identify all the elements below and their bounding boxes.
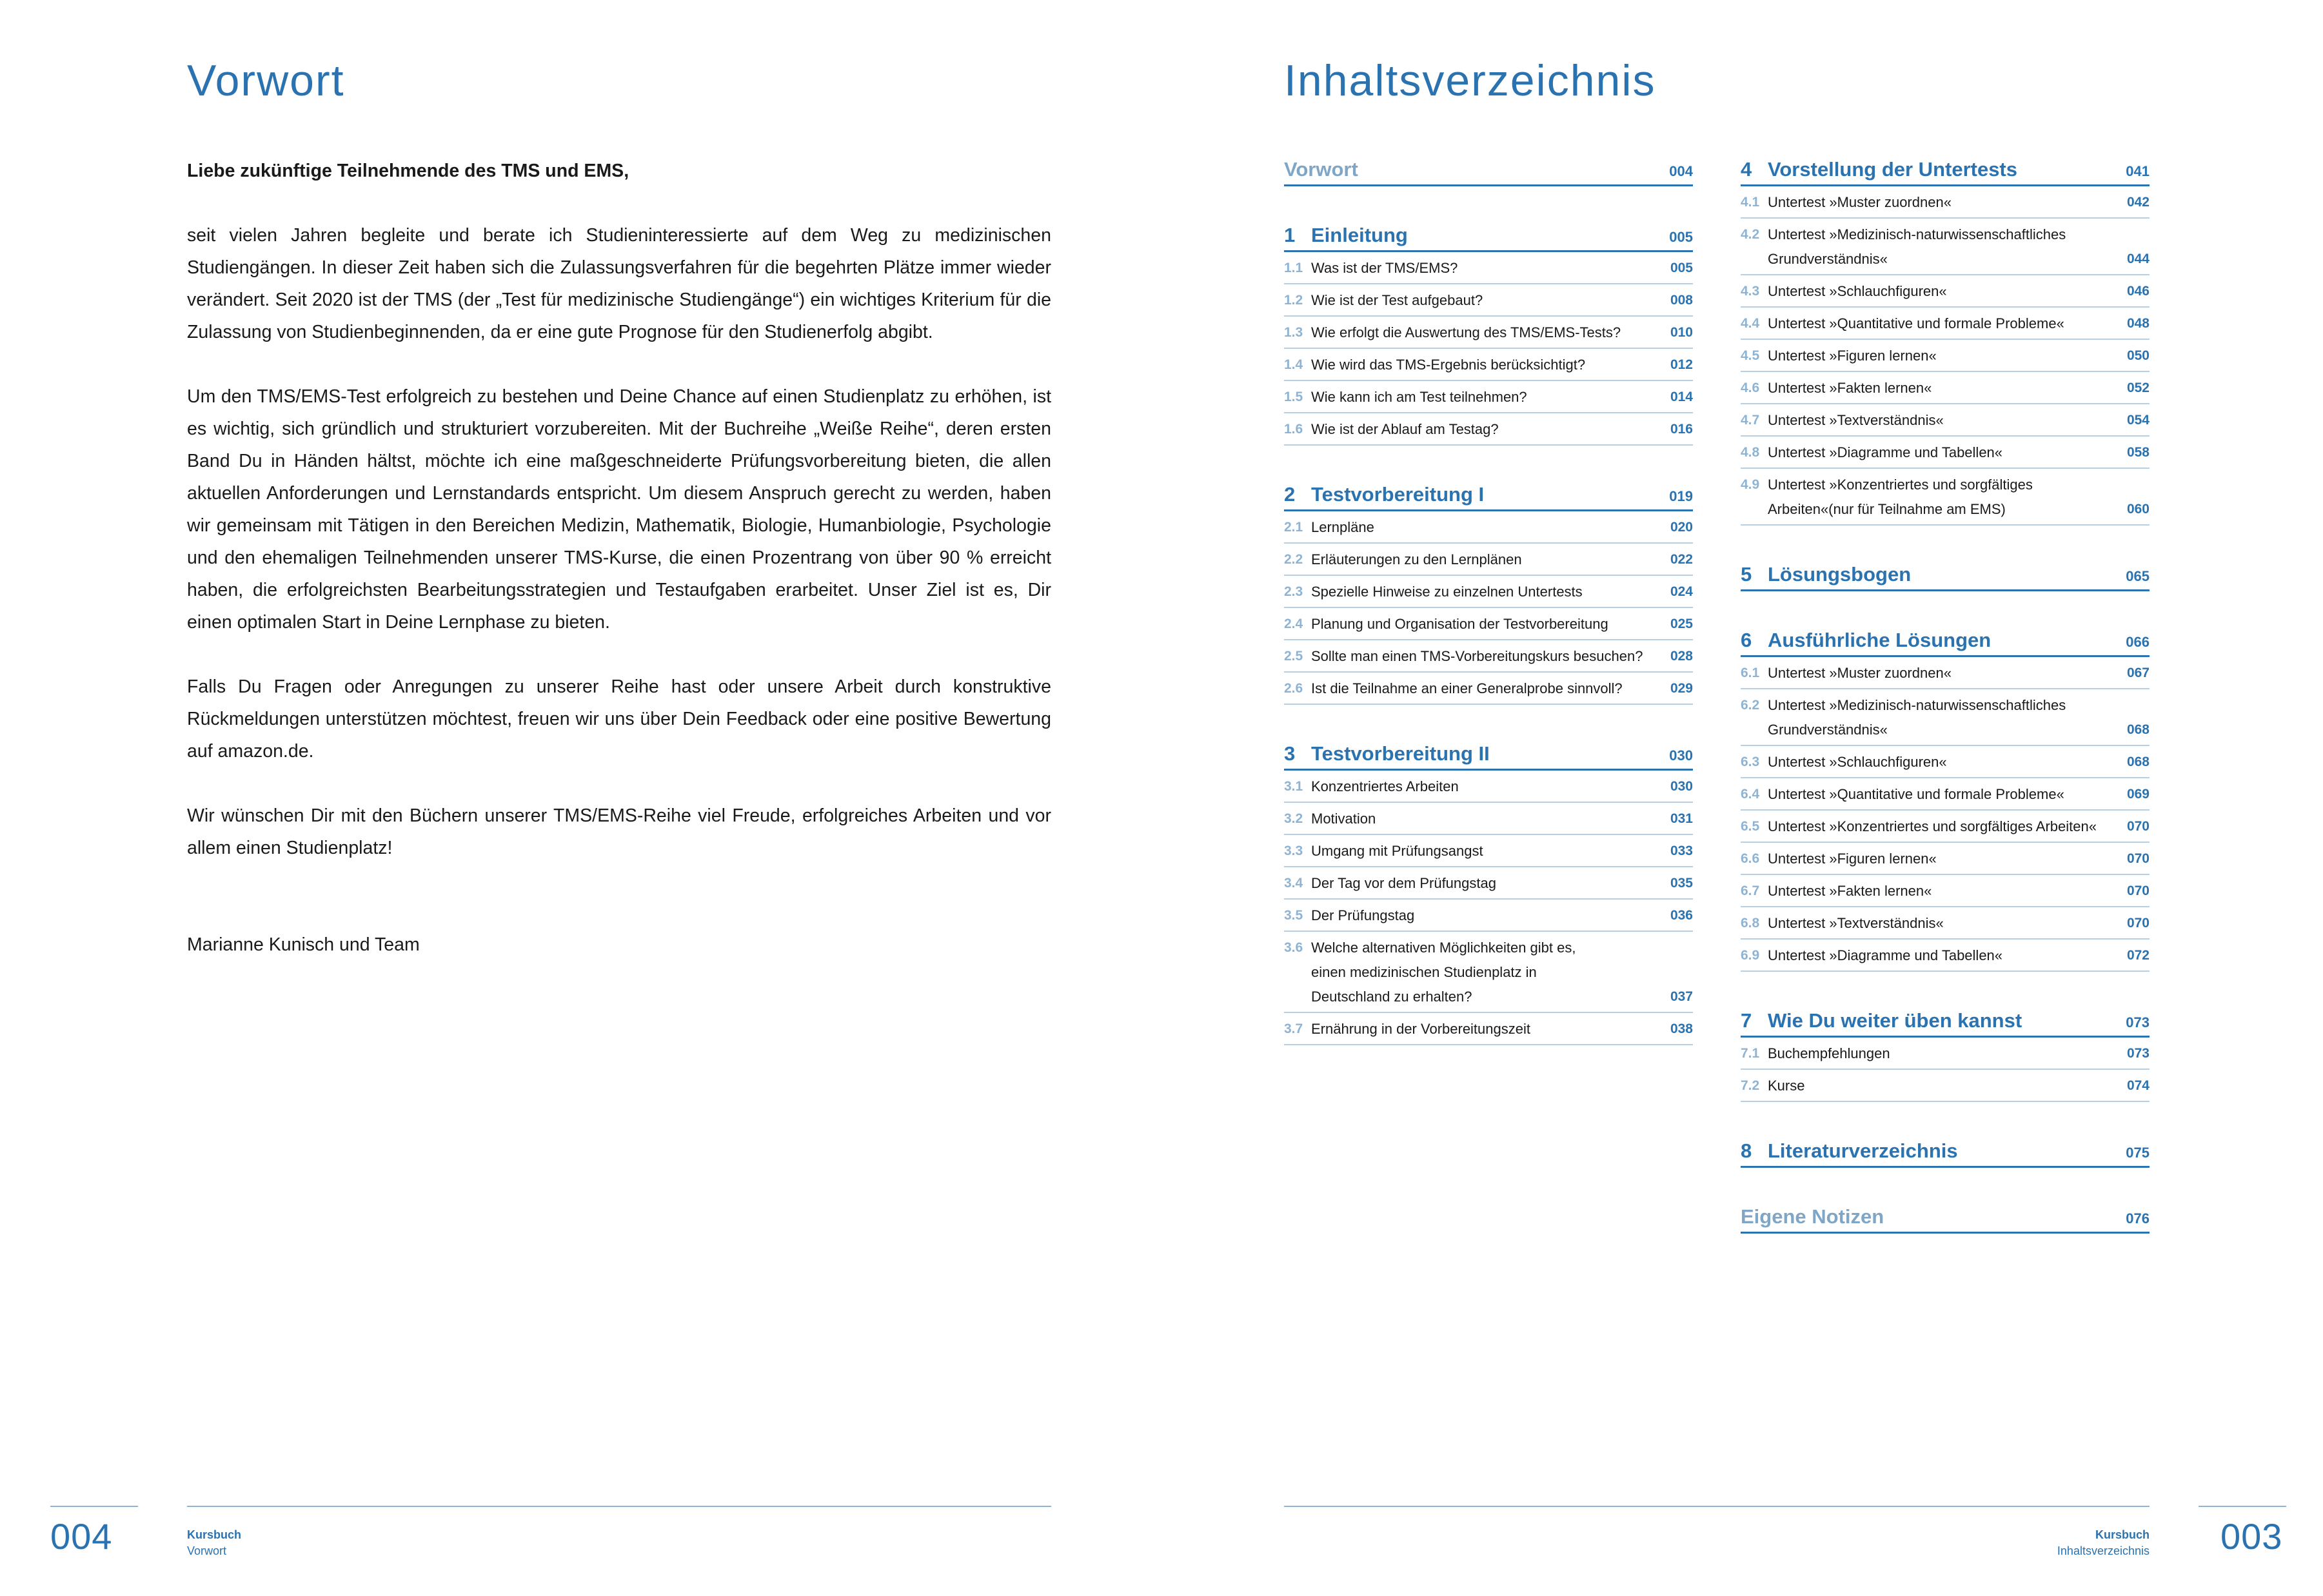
toc-entry-page: 042 — [2126, 195, 2150, 210]
toc-entry-number: 4.8 — [1741, 445, 1760, 460]
toc-section — [1741, 1009, 2150, 1102]
toc-section-heading[interactable] — [1284, 224, 1693, 252]
toc-entry-page: 020 — [1670, 520, 1693, 535]
toc-entry[interactable] — [1284, 576, 1693, 608]
toc-entry-page: 010 — [1670, 325, 1693, 340]
toc-entry-title: Untertest »Medizinisch-naturwissenschaftliches Grundverständnis« — [1768, 697, 2066, 738]
toc-entry-number: 3.7 — [1284, 1021, 1303, 1036]
toc-section-page: 075 — [2126, 1145, 2150, 1161]
toc-entry-number: 1.1 — [1284, 261, 1303, 275]
footer-rule-folio — [50, 1506, 138, 1507]
toc-entry-page: 046 — [2126, 284, 2150, 299]
toc-entry-number: 6.6 — [1741, 851, 1760, 866]
toc-entry-page: 044 — [2126, 251, 2150, 266]
toc-entry-title: Untertest »Fakten lernen« — [1768, 883, 1932, 899]
toc-section-heading[interactable] — [1284, 742, 1693, 771]
toc-entry-number: 2.4 — [1284, 616, 1303, 631]
toc-entry[interactable] — [1741, 219, 2150, 275]
toc-entry-number: 2.3 — [1284, 584, 1303, 599]
toc-entry-page: 052 — [2126, 380, 2150, 395]
toc-entry-number: 3.4 — [1284, 876, 1303, 891]
toc-entry-page: 068 — [2126, 722, 2150, 737]
toc-entry-number: 6.4 — [1741, 787, 1760, 802]
toc-entry-page: 067 — [2126, 665, 2150, 680]
toc-entry-number: 3.3 — [1284, 843, 1303, 858]
toc-entry-page: 030 — [1670, 779, 1693, 794]
toc-entry[interactable] — [1284, 900, 1693, 932]
toc-entry-title: Planung und Organisation der Testvorbereitung — [1311, 616, 1608, 632]
toc-entry[interactable] — [1741, 843, 2150, 875]
toc-section-page: 030 — [1669, 747, 1693, 764]
toc-entry-number: 3.1 — [1284, 779, 1303, 794]
toc-entry-title: Untertest »Quantitative und formale Probleme« — [1768, 315, 2064, 331]
toc-section-title: Ausführliche Lösungen — [1768, 629, 1992, 651]
toc-entry-title: Welche alternativen Möglichkeiten gibt es, einen medizinischen Studienplatz in Deutschland zu erhalten? — [1311, 940, 1576, 1005]
toc-entry[interactable] — [1284, 252, 1693, 284]
toc-entry-number: 1.5 — [1284, 389, 1303, 404]
toc-entry-number: 4.5 — [1741, 348, 1760, 363]
toc-entry-title: Der Tag vor dem Prüfungstag — [1311, 875, 1496, 891]
toc-section-heading[interactable] — [1284, 483, 1693, 511]
toc-entry-title: Untertest »Konzentriertes und sorgfältiges Arbeiten« — [1768, 818, 2097, 834]
toc-entry[interactable] — [1284, 284, 1693, 317]
toc-entry-page: 031 — [1670, 811, 1693, 826]
toc-entry-title: Untertest »Konzentriertes und sorgfältiges Arbeiten«(nur für Teilnahme am EMS) — [1768, 477, 2033, 517]
toc-entry-title: Umgang mit Prüfungsangst — [1311, 843, 1483, 859]
toc-entry-number: 2.5 — [1284, 649, 1303, 664]
signature: Marianne Kunisch und Team — [187, 934, 420, 955]
toc-section-page: 073 — [2126, 1014, 2150, 1030]
toc-entry[interactable] — [1284, 317, 1693, 349]
toc-entry-number: 6.2 — [1741, 698, 1760, 713]
toc-entry-number: 3.2 — [1284, 811, 1303, 826]
toc-section-page: 004 — [1669, 163, 1693, 179]
toc-entry-number: 7.2 — [1741, 1078, 1760, 1093]
toc-entry-page: 008 — [1670, 293, 1693, 308]
toc-entry-page: 070 — [2126, 916, 2150, 931]
toc-entry-title: Untertest »Textverständnis« — [1768, 915, 1944, 931]
toc-entry[interactable] — [1284, 803, 1693, 835]
toc-entry-page: 012 — [1670, 357, 1693, 372]
toc-column-right — [1741, 158, 2150, 1234]
toc-entry[interactable] — [1284, 544, 1693, 576]
toc-section-heading[interactable] — [1284, 158, 1693, 186]
toc-entry-title: Konzentriertes Arbeiten — [1311, 778, 1459, 794]
toc-entry-page: 038 — [1670, 1021, 1693, 1036]
paragraph-1: seit vielen Jahren begleite und berate ich Studieninteressierte auf dem Weg zu medizinischen Studiengängen. In dieser Zeit haben sich die Zulassungsverfahren für die begehrten Plätze immer wieder verändert. Seit 2020 ist der TMS (der „Test für medizinische Studiengänge“) ein wichtiges Kriterium für die Zulassung von Studienbeginnenden, da er eine gute Prognose für den Studienerfolg abgibt. — [187, 225, 1051, 342]
page-number: 003 — [2220, 1516, 2283, 1557]
toc-entry-page: 036 — [1670, 908, 1693, 923]
toc-entry[interactable] — [1741, 746, 2150, 778]
paragraph-2: Um den TMS/EMS-Test erfolgreich zu bestehen und Deine Chance auf einen Studienplatz zu erhöhen, ist es wichtig, sich gründlich und strukturiert vorzubereiten. Mit der Buchreihe „Weiße Reihe“, deren ersten Band Du in Händen hältst, möchte ich eine maßgeschneiderte Prüfungsvorbereitung bieten, die allen aktuellen Anforderungen und Lernstandards entspricht. Um diesem Anspruch gerecht zu werden, haben wir gemeinsam mit Tätigen in den Bereichen Medizin, Mathematik, Biologie, Humanbiologie, Psychologie und den ehemaligen Teilnehmenden unserer TMS-Kurse, die einen Prozentrang von über 90 % erreicht haben, die erfolgreichsten Bearbeitungsstrategien und Testaufgaben erarbeitet. Unser Ziel ist es, Dir einen optimalen Start in Deine Lernphase zu bieten. — [187, 386, 1051, 633]
toc-entry[interactable] — [1741, 689, 2150, 746]
toc-section-heading[interactable] — [1741, 1139, 2150, 1168]
toc-entry[interactable] — [1741, 275, 2150, 308]
toc-section-heading[interactable] — [1741, 1205, 2150, 1234]
toc-entry[interactable] — [1284, 640, 1693, 673]
toc-section-page: 076 — [2126, 1210, 2150, 1227]
toc-entry[interactable] — [1741, 1038, 2150, 1070]
footer-chapter: Vorwort — [187, 1544, 227, 1557]
toc-entry[interactable] — [1284, 511, 1693, 544]
toc-entry-page: 035 — [1670, 876, 1693, 891]
toc-entry-page: 072 — [2126, 948, 2150, 963]
toc-entry-title: Wie kann ich am Test teilnehmen? — [1311, 389, 1527, 405]
toc-entry-title: Sollte man einen TMS-Vorbereitungskurs besuchen? — [1311, 648, 1643, 664]
footer-rule-folio — [2199, 1506, 2286, 1507]
toc-entry-title: Erläuterungen zu den Lernplänen — [1311, 551, 1522, 567]
footer-book: Kursbuch — [2095, 1528, 2150, 1541]
toc-entry-number: 2.1 — [1284, 520, 1303, 535]
toc-entry-page: 054 — [2126, 413, 2150, 428]
page-number: 004 — [50, 1516, 113, 1557]
toc-entry[interactable] — [1741, 469, 2150, 526]
toc-section-heading[interactable] — [1741, 158, 2150, 186]
toc-section-number: 6 — [1741, 629, 1752, 651]
toc-section-title: Wie Du weiter üben kannst — [1768, 1009, 2022, 1032]
toc-entry[interactable] — [1741, 657, 2150, 689]
toc-entry-title: Untertest »Fakten lernen« — [1768, 380, 1932, 396]
toc-entry-number: 6.5 — [1741, 819, 1760, 834]
toc-entry-page: 074 — [2126, 1078, 2150, 1093]
toc-entry-number: 3.6 — [1284, 940, 1303, 955]
toc-entry-number: 4.1 — [1741, 195, 1760, 210]
toc-entry[interactable] — [1284, 413, 1693, 446]
toc-section — [1741, 1205, 2150, 1234]
toc-entry[interactable] — [1741, 778, 2150, 811]
toc-entry-title: Wie ist der Test aufgebaut? — [1311, 292, 1483, 308]
toc-entry-number: 6.8 — [1741, 916, 1760, 931]
toc-entry-number: 7.1 — [1741, 1046, 1760, 1061]
toc-entry-title: Motivation — [1311, 811, 1376, 827]
toc-entry-title: Untertest »Textverständnis« — [1768, 412, 1944, 428]
toc-entry-number: 4.3 — [1741, 284, 1760, 299]
toc-entry-page: 005 — [1670, 261, 1693, 275]
toc-entry-title: Untertest »Figuren lernen« — [1768, 851, 1937, 867]
toc-entry-page: 037 — [1670, 989, 1693, 1004]
toc-entry[interactable] — [1741, 811, 2150, 843]
toc-entry-title: Buchempfehlungen — [1768, 1045, 1890, 1061]
toc-entry-title: Wie erfolgt die Auswertung des TMS/EMS-Tests? — [1311, 324, 1621, 340]
toc-section-heading[interactable] — [1741, 563, 2150, 591]
toc-section-number: 2 — [1284, 483, 1296, 506]
toc-section-heading[interactable] — [1741, 1009, 2150, 1038]
toc-entry-number: 4.6 — [1741, 380, 1760, 395]
toc-entry[interactable] — [1741, 875, 2150, 907]
page-right — [1162, 0, 2323, 1596]
toc-section-heading[interactable] — [1741, 629, 2150, 657]
toc-entry-number: 6.7 — [1741, 883, 1760, 898]
toc-entry-number: 4.4 — [1741, 316, 1760, 331]
toc-section — [1741, 1139, 2150, 1168]
toc-section-page: 005 — [1669, 229, 1693, 245]
toc-entry-page: 014 — [1670, 389, 1693, 404]
footer-running-head — [187, 1527, 241, 1559]
toc-entry-title: Kurse — [1768, 1078, 1805, 1094]
toc-entry-page: 024 — [1670, 584, 1693, 599]
toc-entry[interactable] — [1284, 771, 1693, 803]
paragraph-3: Falls Du Fragen oder Anregungen zu unserer Reihe hast oder unsere Arbeit durch konstruktive Rückmeldungen unterstützen möchtest, freuen wir uns über Dein Feedback oder eine positive Bewertung auf amazon.de. — [187, 676, 1051, 762]
toc-entry[interactable] — [1284, 835, 1693, 867]
toc-entry-page: 048 — [2126, 316, 2150, 331]
vorwort-body — [187, 155, 1051, 993]
toc-section-page: 019 — [1669, 488, 1693, 504]
toc-section-title: Lösungsbogen — [1768, 563, 1912, 586]
toc-entry-number: 4.7 — [1741, 413, 1760, 428]
toc-entry[interactable] — [1741, 940, 2150, 972]
toc-entry-number: 3.5 — [1284, 908, 1303, 923]
toc-entry-page: 033 — [1670, 843, 1693, 858]
toc-entry[interactable] — [1741, 372, 2150, 404]
toc-entry-page: 060 — [2126, 502, 2150, 517]
toc-entry[interactable] — [1284, 349, 1693, 381]
footer-rule — [187, 1506, 1051, 1507]
toc-section-number: 3 — [1284, 742, 1296, 765]
toc-section — [1741, 563, 2150, 591]
toc-entry-number: 1.4 — [1284, 357, 1303, 372]
toc-section — [1284, 483, 1693, 705]
toc-section-title: Einleitung — [1311, 224, 1408, 246]
toc-entry[interactable] — [1284, 932, 1693, 1013]
toc-entry-title: Untertest »Quantitative und formale Probleme« — [1768, 786, 2064, 802]
toc-entry-page: 069 — [2126, 787, 2150, 802]
toc-entry-number: 4.2 — [1741, 227, 1760, 242]
toc-entry-page: 022 — [1670, 552, 1693, 567]
toc-entry-title: Lernpläne — [1311, 519, 1374, 535]
toc-entry-page: 016 — [1670, 422, 1693, 437]
toc-entry-title: Untertest »Muster zuordnen« — [1768, 665, 1952, 681]
toc-entry-title: Wie ist der Ablauf am Testag? — [1311, 421, 1499, 437]
toc-entry-title: Ist die Teilnahme an einer Generalprobe sinnvoll? — [1311, 680, 1623, 696]
page-title-vorwort: Vorwort — [187, 56, 345, 105]
toc-entry-title: Untertest »Diagramme und Tabellen« — [1768, 947, 2003, 963]
toc-entry-number: 2.6 — [1284, 681, 1303, 696]
toc-entry[interactable] — [1284, 1013, 1693, 1045]
toc-entry-page: 028 — [1670, 649, 1693, 664]
toc-entry-title: Untertest »Diagramme und Tabellen« — [1768, 444, 2003, 460]
toc-entry[interactable] — [1284, 381, 1693, 413]
toc-section-number: 4 — [1741, 158, 1752, 181]
toc-entry-title: Untertest »Schlauchfiguren« — [1768, 754, 1947, 770]
toc-section-number: 1 — [1284, 224, 1296, 246]
footer-running-head — [2021, 1527, 2150, 1559]
toc-section-page: 066 — [2126, 634, 2150, 650]
toc-entry[interactable] — [1741, 186, 2150, 219]
toc-section — [1284, 224, 1693, 446]
toc-entry-page: 058 — [2126, 445, 2150, 460]
toc-entry-number: 6.9 — [1741, 948, 1760, 963]
toc-section-page: 041 — [2126, 163, 2150, 179]
toc-entry-number: 2.2 — [1284, 552, 1303, 567]
toc-entry-title: Was ist der TMS/EMS? — [1311, 260, 1458, 276]
toc-section — [1284, 742, 1693, 1045]
footer-book: Kursbuch — [187, 1528, 242, 1541]
toc-section — [1284, 158, 1693, 186]
toc-section-title: Vorwort — [1284, 158, 1358, 181]
toc-entry-page: 070 — [2126, 819, 2150, 834]
toc-entry-title: Untertest »Muster zuordnen« — [1768, 194, 1952, 210]
toc-entry-page: 050 — [2126, 348, 2150, 363]
toc-entry-number: 6.1 — [1741, 665, 1760, 680]
toc-entry-page: 025 — [1670, 616, 1693, 631]
toc-entry-number: 1.3 — [1284, 325, 1303, 340]
toc-entry-title: Spezielle Hinweise zu einzelnen Untertests — [1311, 584, 1583, 600]
toc-entry-page: 070 — [2126, 883, 2150, 898]
toc-entry-number: 1.6 — [1284, 422, 1303, 437]
toc-entry[interactable] — [1284, 867, 1693, 900]
toc-section-title: Literaturverzeichnis — [1768, 1139, 1958, 1162]
toc-entry-title: Untertest »Medizinisch-naturwissenschaftliches Grundverständnis« — [1768, 226, 2066, 267]
toc-section-page: 065 — [2126, 568, 2150, 584]
toc-section-number: 8 — [1741, 1139, 1752, 1162]
toc-entry-number: 6.3 — [1741, 754, 1760, 769]
toc-entry-title: Untertest »Schlauchfiguren« — [1768, 283, 1947, 299]
toc-entry-title: Ernährung in der Vorbereitungszeit — [1311, 1021, 1530, 1037]
toc-entry[interactable] — [1284, 673, 1693, 705]
greeting: Liebe zukünftige Teilnehmende des TMS und EMS, — [187, 161, 629, 181]
toc-section-title: Vorstellung der Untertests — [1768, 158, 2018, 181]
footer-rule — [1284, 1506, 2150, 1507]
toc-section-number: 5 — [1741, 563, 1752, 586]
toc-column-left — [1284, 158, 1693, 1045]
toc-entry-page: 029 — [1670, 681, 1693, 696]
page-title-toc: Inhaltsverzeichnis — [1284, 56, 1656, 105]
paragraph-4: Wir wünschen Dir mit den Büchern unserer TMS/EMS-Reihe viel Freude, erfolgreiches Arbeiten und vor allem einen Studienplatz! — [187, 805, 1051, 858]
toc-section-title: Testvorbereitung II — [1311, 742, 1490, 765]
footer-chapter: Inhaltsverzeichnis — [2057, 1544, 2150, 1557]
toc-entry-title: Wie wird das TMS-Ergebnis berücksichtigt? — [1311, 357, 1586, 373]
toc-section-title: Eigene Notizen — [1741, 1205, 1884, 1228]
toc-entry-page: 068 — [2126, 754, 2150, 769]
toc-entry-number: 1.2 — [1284, 293, 1303, 308]
toc-section — [1741, 158, 2150, 526]
toc-section — [1741, 629, 2150, 972]
toc-entry-title: Der Prüfungstag — [1311, 907, 1415, 923]
toc-section-number: 7 — [1741, 1009, 1752, 1032]
toc-entry-page: 070 — [2126, 851, 2150, 866]
toc-entry[interactable] — [1741, 1070, 2150, 1102]
toc-entry[interactable] — [1741, 308, 2150, 340]
toc-entry-number: 4.9 — [1741, 477, 1760, 492]
toc-entry-title: Untertest »Figuren lernen« — [1768, 348, 1937, 364]
toc-section-title: Testvorbereitung I — [1311, 483, 1485, 506]
toc-entry[interactable] — [1284, 608, 1693, 640]
toc-entry[interactable] — [1741, 437, 2150, 469]
toc-entry[interactable] — [1741, 907, 2150, 940]
toc-entry-page: 073 — [2126, 1046, 2150, 1061]
toc-entry[interactable] — [1741, 340, 2150, 372]
toc-entry[interactable] — [1741, 404, 2150, 437]
